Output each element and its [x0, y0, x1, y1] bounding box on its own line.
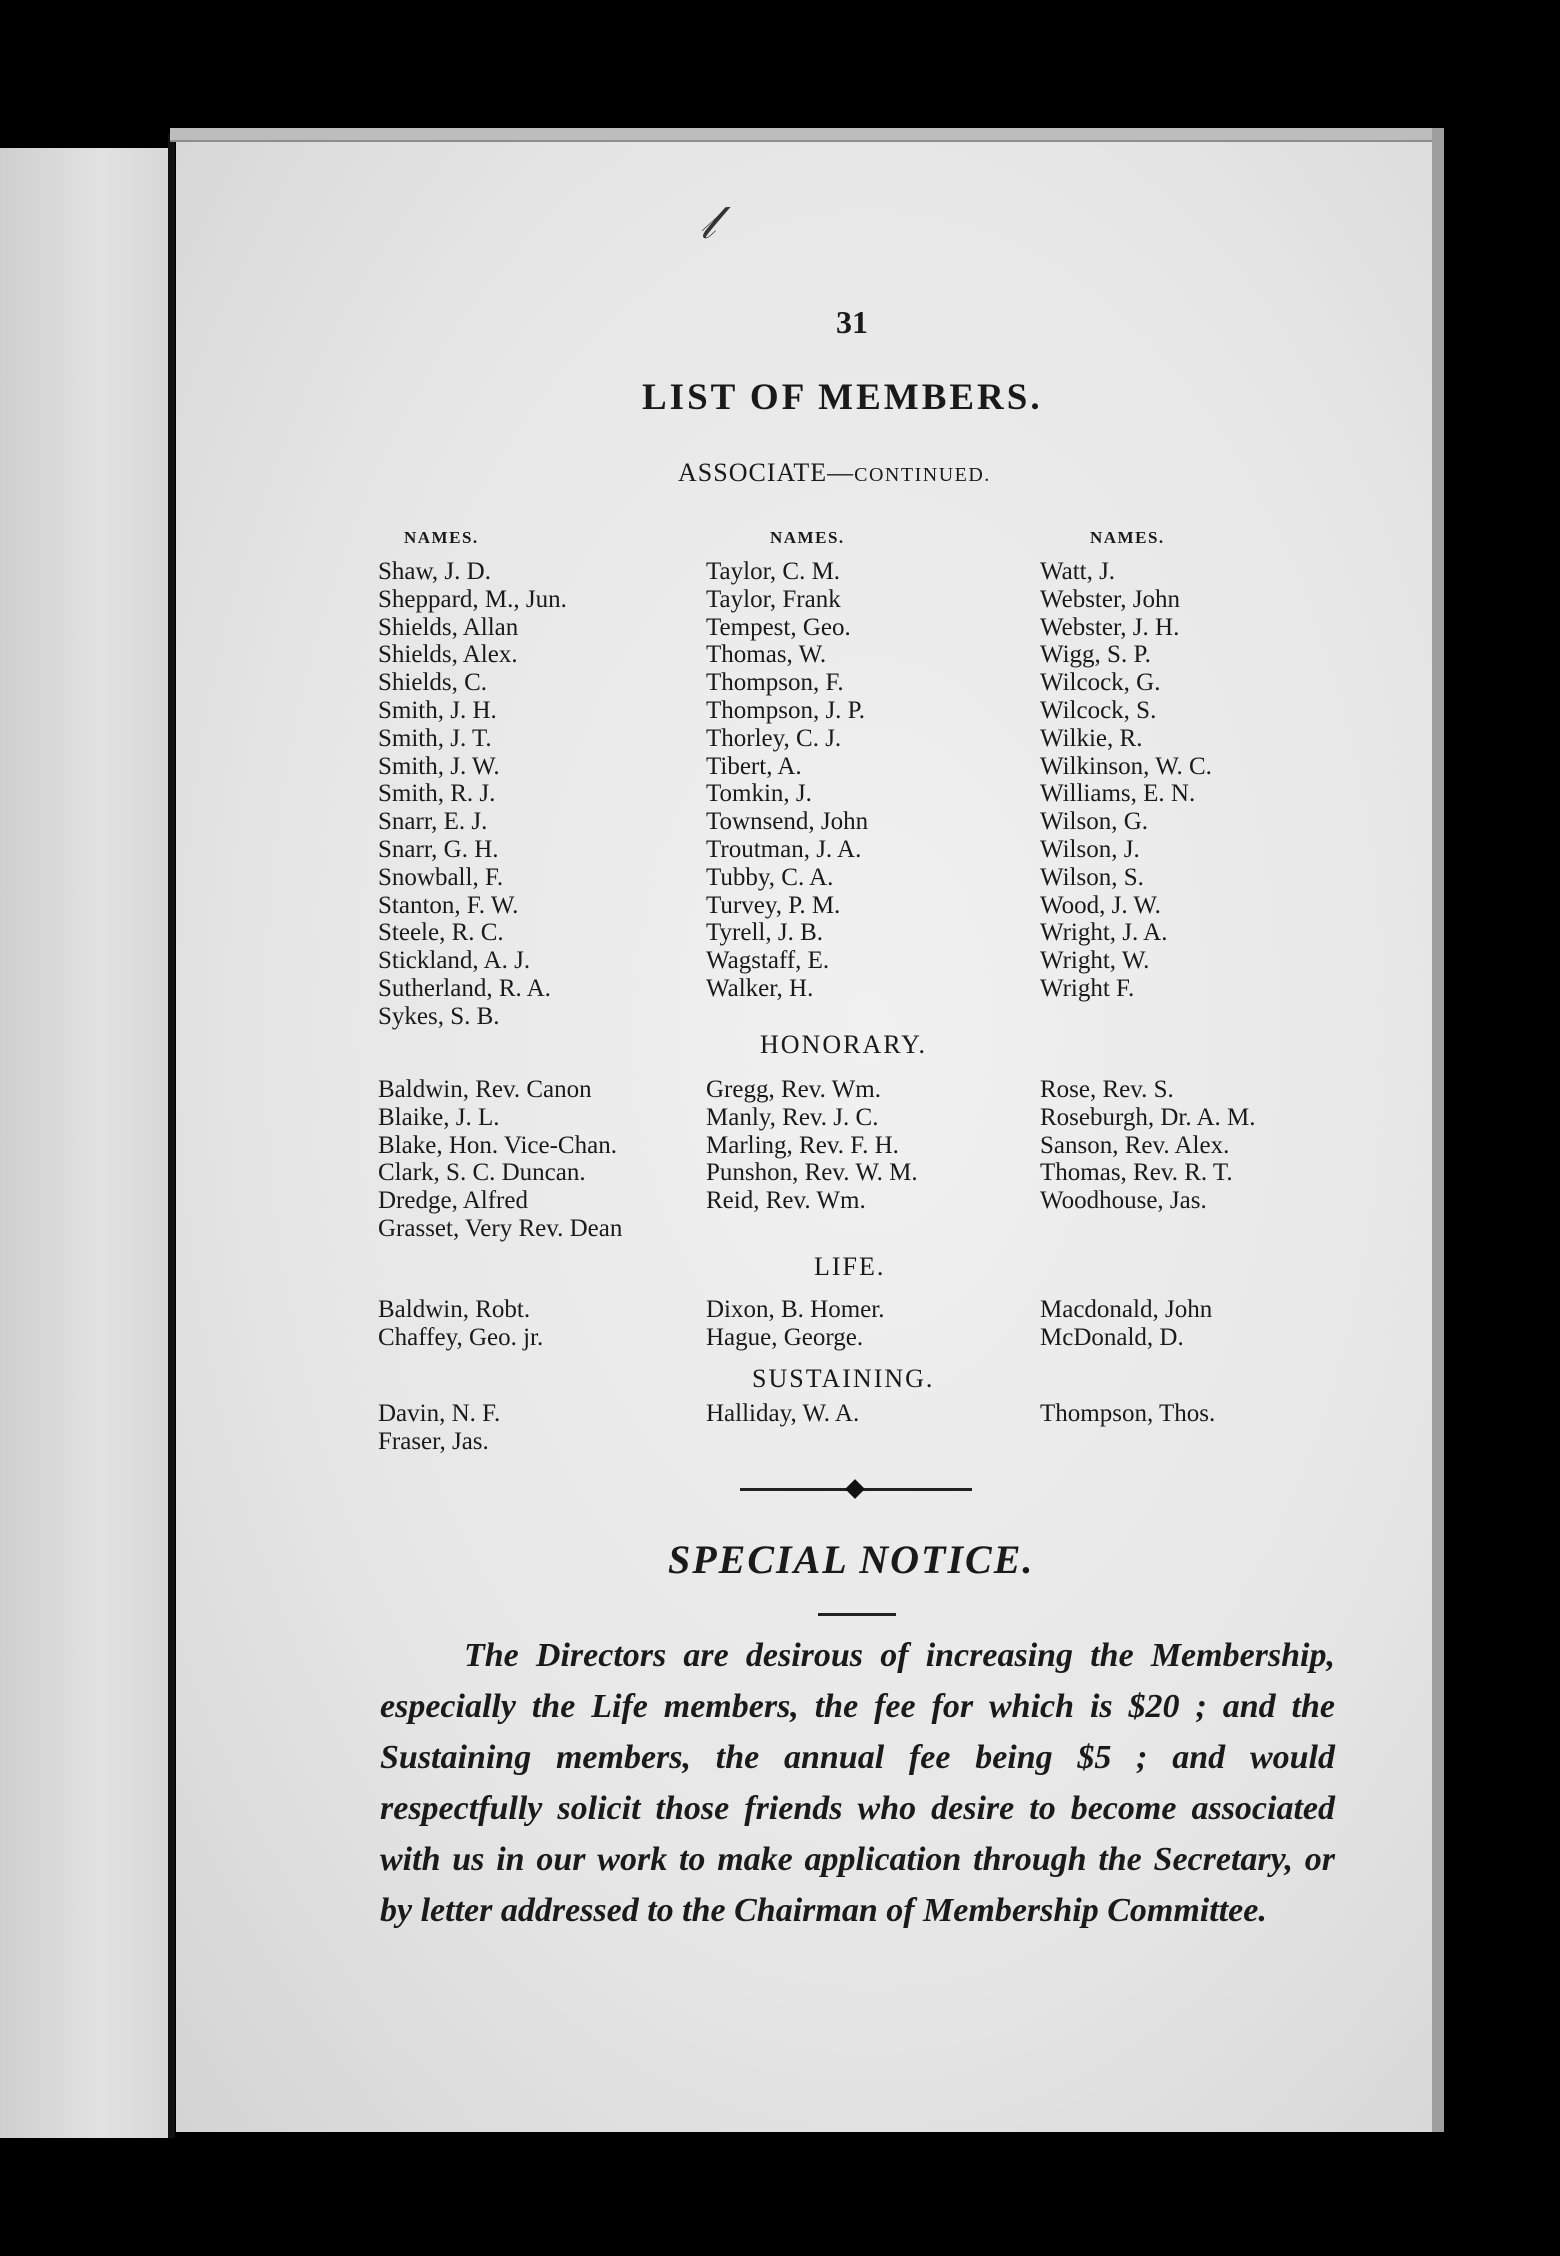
member-name: Rose, Rev. S.	[1040, 1076, 1174, 1103]
special-notice-title: SPECIAL NOTICE.	[668, 1537, 1035, 1582]
member-name: Thomas, Rev. R. T.	[1040, 1159, 1233, 1187]
special-notice-body: The Directors are desirous of increasing the Membership, especially the Life members, the fee for which is $20 ; and the Sustaining members, the annual fee being $5 ; and would respectfully solicit those friends who desire to become associated with us in our work to make application through the Secretary, or by letter addressed to the Chairman of Membership Committee.	[380, 1637, 1335, 1929]
member-name: Wigg, S. P.	[1040, 641, 1151, 669]
member-name: Stanton, F. W.	[378, 891, 519, 919]
member-name: Tempest, Geo.	[706, 613, 851, 641]
life-column-2	[706, 1296, 884, 1352]
member-name: Wilcock, S.	[1040, 696, 1157, 724]
member-name: Halliday, W. A.	[706, 1400, 860, 1427]
member-name: Webster, J. H.	[1040, 613, 1180, 641]
honorary-heading: HONORARY.	[760, 1030, 928, 1059]
honorary-column-1	[378, 1076, 622, 1243]
column-header-2: NAMES.	[770, 528, 845, 547]
pen-mark: 𝓁	[700, 197, 716, 248]
member-name: Clark, S. C. Duncan.	[378, 1159, 586, 1187]
honorary-column-3	[1040, 1076, 1256, 1215]
member-name: Blaike, J. L.	[378, 1103, 500, 1131]
member-name: Walker, H.	[706, 974, 814, 1002]
member-name: Grasset, Very Rev. Dean	[378, 1214, 623, 1242]
sustaining-column-1	[378, 1400, 500, 1456]
member-name: Thompson, Thos.	[1040, 1400, 1216, 1427]
member-name: Davin, N. F.	[378, 1400, 501, 1427]
sustaining-heading: SUSTAINING.	[752, 1364, 935, 1393]
life-heading: LIFE.	[814, 1252, 886, 1281]
subtitle-main: ASSOCIATE—	[678, 458, 855, 487]
page-title: LIST OF MEMBERS.	[642, 377, 1043, 418]
member-name: Shields, C.	[378, 669, 488, 697]
member-name: Reid, Rev. Wm.	[706, 1187, 866, 1215]
member-name: Wright F.	[1040, 974, 1135, 1002]
member-name: Roseburgh, Dr. A. M.	[1040, 1103, 1256, 1131]
member-name: Thomas, W.	[706, 641, 827, 669]
binding-gutter	[168, 134, 175, 2138]
member-name: Fraser, Jas.	[378, 1427, 489, 1455]
member-name: Thompson, F.	[706, 669, 844, 697]
member-name: Shields, Allan	[378, 613, 519, 641]
member-name: Dixon, B. Homer.	[706, 1296, 885, 1323]
member-name: Wright, W.	[1040, 947, 1150, 975]
member-name: Shaw, J. D.	[378, 558, 491, 585]
member-name: Woodhouse, Jas.	[1040, 1187, 1207, 1215]
page-top-edge	[170, 128, 1438, 142]
member-name: Snarr, G. H.	[378, 835, 499, 863]
member-name: Baldwin, Robt.	[378, 1296, 531, 1323]
member-name: Sykes, S. B.	[378, 1002, 500, 1030]
member-name: Wilson, S.	[1040, 863, 1144, 891]
member-name: Sanson, Rev. Alex.	[1040, 1131, 1230, 1159]
member-name: Wilson, J.	[1040, 835, 1140, 863]
member-name: Troutman, J. A.	[706, 835, 862, 863]
facing-page	[0, 148, 170, 2138]
member-name: Tomkin, J.	[706, 780, 812, 808]
member-name: Hague, George.	[706, 1323, 864, 1351]
member-name: Gregg, Rev. Wm.	[706, 1076, 881, 1103]
member-name: Wilkinson, W. C.	[1040, 752, 1212, 780]
associate-column-3	[1040, 558, 1212, 1003]
member-name: Watt, J.	[1040, 558, 1116, 585]
member-name: Macdonald, John	[1040, 1296, 1213, 1323]
member-name: Punshon, Rev. W. M.	[706, 1159, 918, 1187]
member-name: Blake, Hon. Vice-Chan.	[378, 1131, 617, 1159]
member-name: Thompson, J. P.	[706, 696, 866, 724]
member-name: Sutherland, R. A.	[378, 974, 551, 1002]
member-name: Taylor, Frank	[706, 585, 841, 613]
honorary-column-2	[706, 1076, 918, 1215]
page-right-edge	[1432, 128, 1444, 2132]
member-name: Wilcock, G.	[1040, 669, 1161, 697]
sustaining-column-2	[706, 1400, 859, 1428]
member-name: Wilkie, R.	[1040, 724, 1143, 752]
associate-column-2	[706, 558, 868, 1003]
member-name: Stickland, A. J.	[378, 947, 531, 975]
member-name: Smith, J. T.	[378, 724, 492, 752]
member-name: Wilson, G.	[1040, 808, 1149, 836]
member-name: Chaffey, Geo. jr.	[378, 1323, 544, 1351]
member-name: Wood, J. W.	[1040, 891, 1161, 919]
member-name: Wright, J. A.	[1040, 919, 1168, 947]
sustaining-column-3	[1040, 1400, 1215, 1428]
column-header-3: NAMES.	[1090, 528, 1165, 547]
member-name: Smith, J. W.	[378, 752, 500, 780]
member-name: Townsend, John	[706, 808, 869, 836]
page-number: 31	[836, 304, 868, 340]
member-name: Wagstaff, E.	[706, 947, 830, 975]
member-name: McDonald, D.	[1040, 1323, 1184, 1351]
member-name: Smith, J. H.	[378, 696, 497, 724]
member-name: Steele, R. C.	[378, 919, 504, 947]
member-name: Taylor, C. M.	[706, 558, 841, 585]
member-name: Williams, E. N.	[1040, 780, 1196, 808]
member-name: Turvey, P. M.	[706, 891, 841, 919]
member-name: Baldwin, Rev. Canon	[378, 1076, 592, 1103]
member-name: Tibert, A.	[706, 752, 802, 780]
associate-column-1	[378, 558, 567, 1031]
member-name: Marling, Rev. F. H.	[706, 1131, 899, 1159]
notice-rule	[818, 1613, 896, 1616]
subtitle-smallcaps: CONTINUED.	[854, 464, 991, 486]
member-name: Smith, R. J.	[378, 780, 496, 808]
member-name: Sheppard, M., Jun.	[378, 585, 567, 613]
member-name: Dredge, Alfred	[378, 1187, 528, 1215]
life-column-3	[1040, 1296, 1212, 1352]
member-name: Shields, Alex.	[378, 641, 518, 669]
column-header-1: NAMES.	[404, 528, 479, 547]
member-name: Tyrell, J. B.	[706, 919, 823, 947]
member-name: Manly, Rev. J. C.	[706, 1103, 879, 1131]
life-column-1	[378, 1296, 543, 1352]
member-name: Thorley, C. J.	[706, 724, 842, 752]
member-name: Snowball, F.	[378, 863, 504, 891]
member-name: Snarr, E. J.	[378, 808, 488, 836]
section-subtitle	[678, 458, 991, 488]
member-name: Tubby, C. A.	[706, 863, 834, 891]
member-name: Webster, John	[1040, 585, 1181, 613]
